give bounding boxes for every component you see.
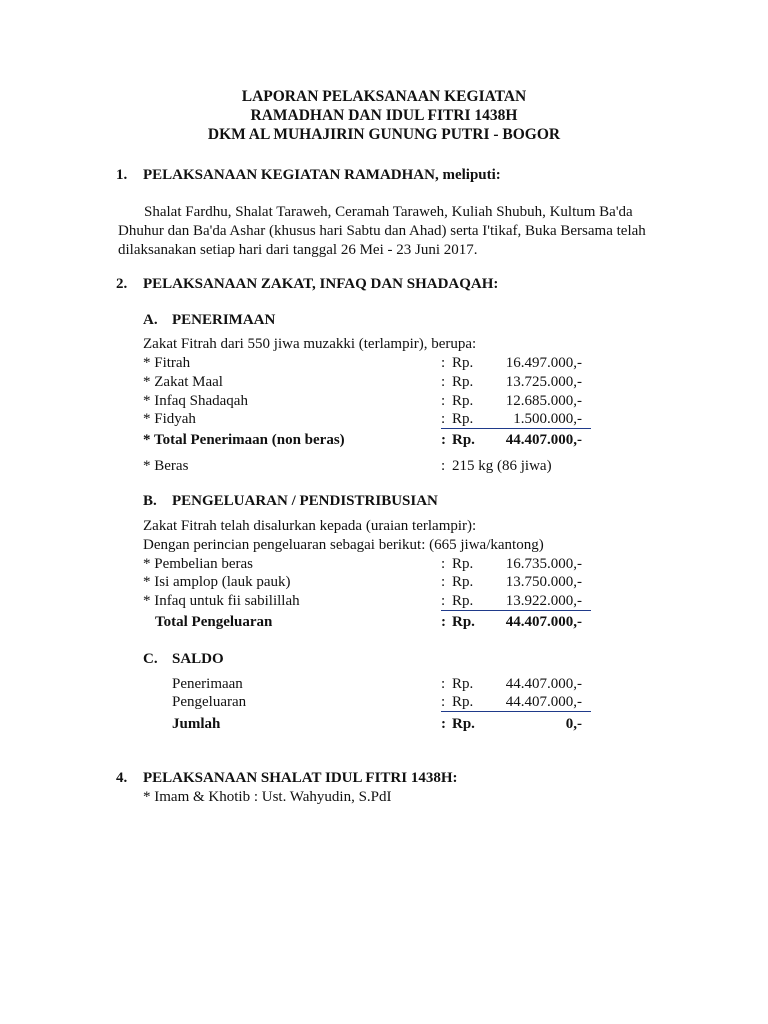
pengeluaran-item-name: * Isi amplop (lauk pauk): [143, 574, 291, 590]
penerimaan-item-amount: 12.685.000,-: [505, 393, 582, 409]
pengeluaran-intro1: Zakat Fitrah telah disalurkan kepada (uraian terlampir):: [143, 518, 477, 534]
saldo-item-amount: 44.407.000,-: [505, 676, 582, 692]
saldo-heading: SALDO: [172, 651, 224, 667]
penerimaan-item-amount: 16.497.000,-: [505, 355, 582, 371]
penerimaan-item-colon: :: [441, 374, 446, 390]
beras-name: * Beras: [143, 458, 189, 474]
penerimaan-item-rp: Rp.: [452, 374, 474, 390]
report-title-line1: LAPORAN PELAKSANAAN KEGIATAN: [241, 88, 527, 105]
pengeluaran-item-rp: Rp.: [452, 574, 474, 590]
penerimaan-item-name: * Zakat Maal: [143, 374, 223, 390]
penerimaan-item-rp: Rp.: [452, 355, 474, 371]
saldo-label: C.: [143, 651, 158, 667]
section4-line: * Imam & Khotib : Ust. Wahyudin, S.PdI: [143, 789, 392, 805]
penerimaan-item-rp: Rp.: [452, 411, 474, 427]
saldo-total-name: Jumlah: [172, 716, 221, 732]
penerimaan-item-rp: Rp.: [452, 393, 474, 409]
pengeluaran-heading: PENGELUARAN / PENDISTRIBUSIAN: [172, 493, 438, 509]
saldo-item-colon: :: [441, 694, 446, 710]
pengeluaran-total-rule: [441, 610, 591, 611]
section2-heading: PELAKSANAAN ZAKAT, INFAQ DAN SHADAQAH:: [143, 276, 499, 292]
penerimaan-total-rule: [441, 428, 591, 429]
pengeluaran-total-amount: 44.407.000,-: [505, 614, 582, 630]
penerimaan-item-amount: 1.500.000,-: [513, 411, 582, 427]
section4-heading: PELAKSANAAN SHALAT IDUL FITRI 1438H:: [143, 770, 458, 786]
pengeluaran-total-name: Total Pengeluaran: [155, 614, 273, 630]
saldo-item-rp: Rp.: [452, 676, 474, 692]
saldo-total-colon: :: [441, 716, 446, 732]
penerimaan-heading: PENERIMAAN: [172, 312, 276, 328]
pengeluaran-item-amount: 13.922.000,-: [505, 593, 582, 609]
saldo-item-rp: Rp.: [452, 694, 474, 710]
pengeluaran-total-colon: :: [441, 614, 446, 630]
pengeluaran-item-name: * Pembelian beras: [143, 556, 253, 572]
section1-number: 1.: [116, 167, 128, 183]
saldo-total-rp: Rp.: [452, 716, 475, 732]
saldo-item-amount: 44.407.000,-: [505, 694, 582, 710]
penerimaan-total-amount: 44.407.000,-: [505, 432, 582, 448]
pengeluaran-item-rp: Rp.: [452, 556, 474, 572]
penerimaan-item-colon: :: [441, 355, 446, 371]
penerimaan-total-colon: :: [441, 432, 446, 448]
saldo-total-rule: [441, 711, 591, 712]
pengeluaran-item-colon: :: [441, 593, 446, 609]
report-title-line3: DKM AL MUHAJIRIN GUNUNG PUTRI - BOGOR: [207, 126, 561, 143]
penerimaan-item-colon: :: [441, 393, 446, 409]
penerimaan-total-rp: Rp.: [452, 432, 475, 448]
pengeluaran-item-colon: :: [441, 556, 446, 572]
saldo-total-amount: 0,-: [565, 716, 582, 732]
section1-paragraph: Shalat Fardhu, Shalat Taraweh, Ceramah Taraweh, Kuliah Shubuh, Kultum Ba'da Dhuhur dan Ba'da Ashar (khusus hari Sabtu dan Ahad) serta I'tikaf, Buka Bersama telah dilaksanakan setiap hari dari tanggal 26 Mei - 23 Juni 2017.: [118, 204, 646, 258]
section4-number: 4.: [116, 770, 128, 786]
pengeluaran-total-rp: Rp.: [452, 614, 475, 630]
penerimaan-item-colon: :: [441, 411, 446, 427]
pengeluaran-item-colon: :: [441, 574, 446, 590]
saldo-item-name: Pengeluaran: [172, 694, 247, 710]
beras-colon: :: [441, 458, 446, 474]
section2-number: 2.: [116, 276, 128, 292]
report-title-line2: RAMADHAN DAN IDUL FITRI 1438H: [250, 107, 518, 124]
beras-value: 215 kg (86 jiwa): [452, 458, 552, 474]
penerimaan-label: A.: [143, 312, 158, 328]
penerimaan-intro: Zakat Fitrah dari 550 jiwa muzakki (terlampir), berupa:: [143, 336, 477, 352]
penerimaan-total-name: * Total Penerimaan (non beras): [143, 432, 345, 448]
pengeluaran-intro2: Dengan perincian pengeluaran sebagai berikut: (665 jiwa/kantong): [143, 537, 544, 553]
pengeluaran-item-name: * Infaq untuk fii sabilillah: [143, 593, 300, 609]
penerimaan-item-name: * Infaq Shadaqah: [143, 393, 248, 409]
pengeluaran-item-rp: Rp.: [452, 593, 474, 609]
pengeluaran-item-amount: 16.735.000,-: [505, 556, 582, 572]
saldo-item-colon: :: [441, 676, 446, 692]
penerimaan-item-name: * Fidyah: [143, 411, 196, 427]
penerimaan-item-name: * Fitrah: [143, 355, 191, 371]
section1-heading: PELAKSANAAN KEGIATAN RAMADHAN, meliputi:: [143, 167, 501, 183]
pengeluaran-label: B.: [143, 493, 157, 509]
saldo-item-name: Penerimaan: [172, 676, 243, 692]
pengeluaran-item-amount: 13.750.000,-: [505, 574, 582, 590]
penerimaan-item-amount: 13.725.000,-: [505, 374, 582, 390]
